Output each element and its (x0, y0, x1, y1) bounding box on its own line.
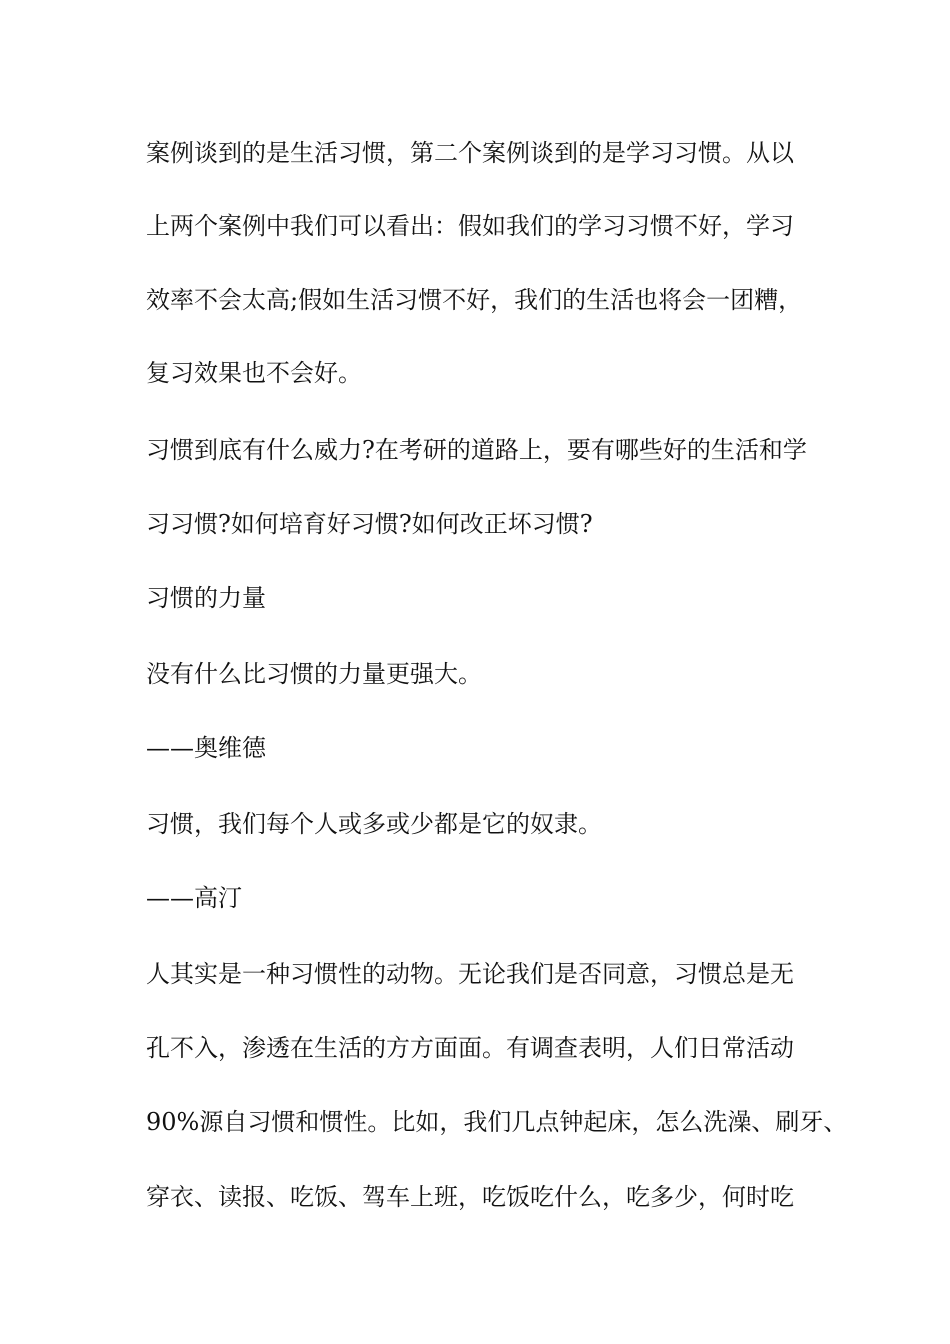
paragraph-line: 习惯到底有什么威力?在考研的道路上，要有哪些好的生活和学 (146, 436, 807, 464)
paragraph-line: 效率不会太高;假如生活习惯不好，我们的生活也将会一团糟， (146, 286, 803, 314)
paragraph-line: 复习效果也不会好。 (146, 359, 362, 387)
paragraph-line: 案例谈到的是生活习惯，第二个案例谈到的是学习习惯。从以 (146, 139, 794, 167)
quote-line: 习惯，我们每个人或多或少都是它的奴隶。 (146, 810, 602, 838)
paragraph-line: 90%源自习惯和惯性。比如，我们几点钟起床，怎么洗澡、刷牙、 (146, 1108, 848, 1136)
quote-line: 没有什么比习惯的力量更强大。 (146, 660, 482, 688)
paragraph-line: 穿衣、读报、吃饭、驾车上班，吃饭吃什么，吃多少，何时吃 (146, 1183, 794, 1211)
quote-attribution: ——奥维德 (146, 734, 266, 762)
quote-attribution: ——高汀 (146, 884, 242, 912)
paragraph-line: 人其实是一种习惯性的动物。无论我们是否同意，习惯总是无 (146, 960, 794, 988)
paragraph-line: 孔不入，渗透在生活的方方面面。有调查表明，人们日常活动 (146, 1034, 794, 1062)
paragraph-line: 上两个案例中我们可以看出：假如我们的学习习惯不好，学习 (146, 212, 794, 240)
paragraph-line: 习习惯?如何培育好习惯?如何改正坏习惯? (146, 510, 593, 538)
section-heading: 习惯的力量 (146, 584, 266, 612)
